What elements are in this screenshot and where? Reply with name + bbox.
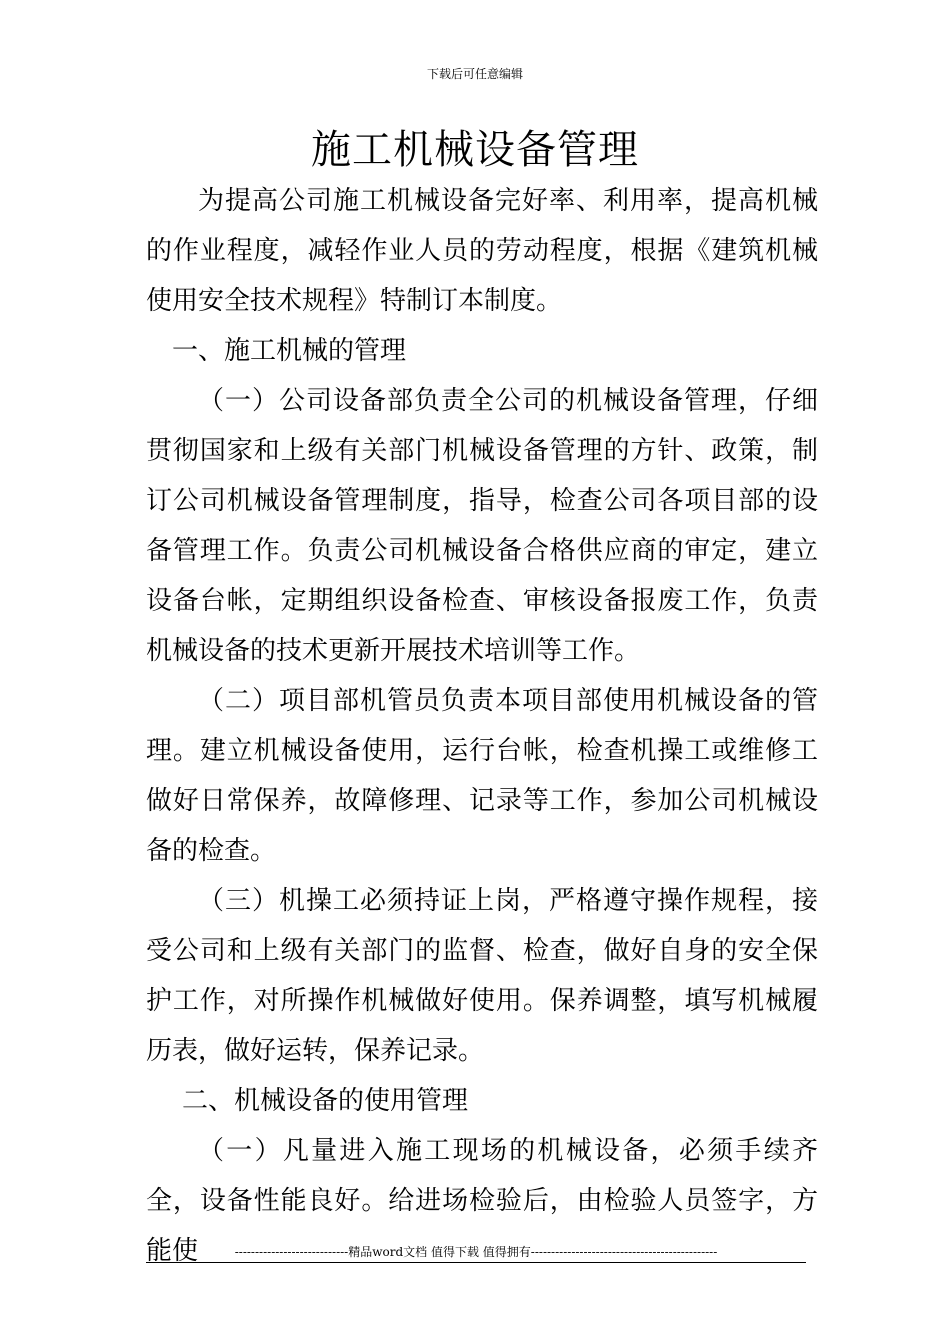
page-footer-note: ----------------------------精品word文档 值得下载 值得拥有----------------------------------------------: [234, 1245, 718, 1259]
section-1-heading: 一、施工机械的管理: [172, 336, 407, 366]
page-header-note: 下载后可任意编辑: [426, 67, 523, 81]
section-2-heading: 二、机械设备的使用管理: [182, 1086, 469, 1116]
document-body: [146, 176, 818, 1276]
section-2-item-1: （一）凡量进入施工现场的机械设备，必须手续齐全，设备性能良好。给进场检验后，由检验人员签字，方能使: [146, 1136, 818, 1266]
footer-divider: [146, 1262, 806, 1263]
section-1-item-3: （三）机操工必须持证上岗，严格遵守操作规程，接受公司和上级有关部门的监督、检查，做好自身的安全保护工作，对所操作机械做好使用。保养调整，填写机械履历表，做好运转，保养记录。: [146, 886, 818, 1066]
section-1-item-1: （一）公司设备部负责全公司的机械设备管理，仔细贯彻国家和上级有关部门机械设备管理的方针、政策，制订公司机械设备管理制度，指导，检查公司各项目部的设备管理工作。负责公司机械设备合格供应商的审定，建立设备台帐，定期组织设备检查、审核设备报废工作，负责机械设备的技术更新开展技术培训等工作。: [146, 386, 818, 666]
section-1-item-2: （二）项目部机管员负责本项目部使用机械设备的管理。建立机械设备使用，运行台帐，检查机操工或维修工做好日常保养，故障修理、记录等工作，参加公司机械设备的检查。: [146, 686, 818, 866]
document-title: 施工机械设备管理: [311, 127, 639, 173]
intro-paragraph: 为提高公司施工机械设备完好率、利用率，提高机械的作业程度，减轻作业人员的劳动程度，根据《建筑机械使用安全技术规程》特制订本制度。: [146, 186, 818, 316]
